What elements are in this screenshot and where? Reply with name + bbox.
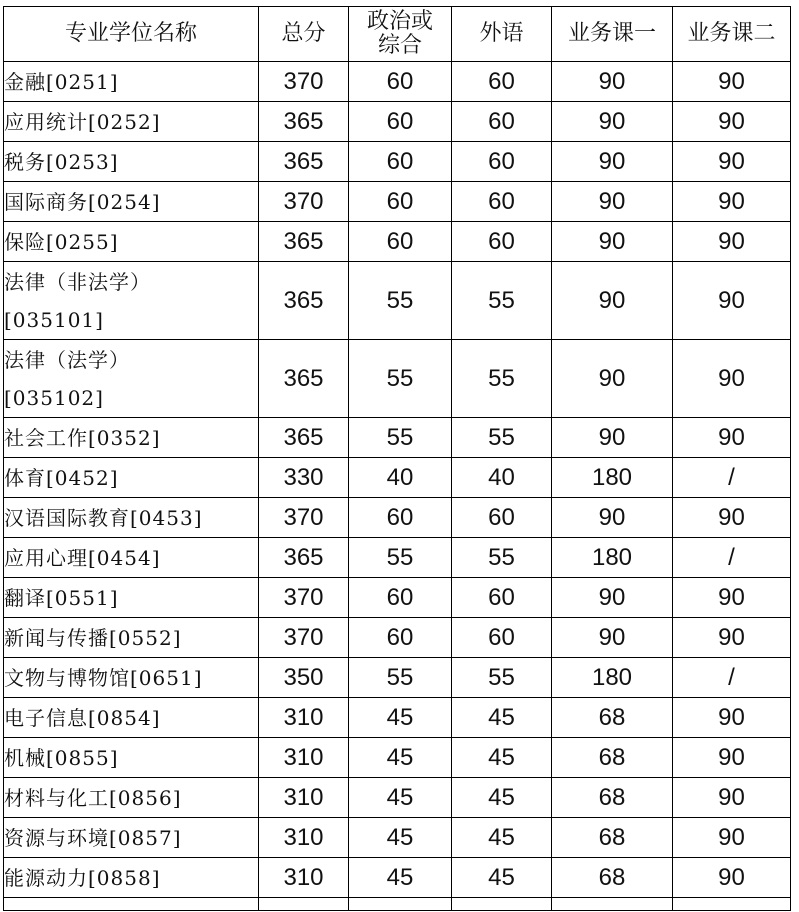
foreign-language-cell: 60 [452, 182, 552, 222]
cutoff-cell [349, 898, 452, 911]
header-foreign-language: 外语 [452, 7, 552, 62]
politics-cell: 60 [349, 142, 452, 182]
foreign-language-cell: 55 [452, 538, 552, 578]
program-name-line1: 法律（非法学） [4, 269, 151, 294]
politics-cell: 45 [349, 818, 452, 858]
politics-cell: 45 [349, 858, 452, 898]
foreign-language-cell: 40 [452, 458, 552, 498]
course-two-cell: 90 [673, 858, 791, 898]
program-name-cell: 社会工作[0352] [4, 418, 259, 458]
course-one-cell: 90 [552, 142, 673, 182]
course-two-cell: 90 [673, 340, 791, 418]
table-body [4, 62, 791, 911]
course-one-cell: 68 [552, 698, 673, 738]
course-two-cell: 90 [673, 738, 791, 778]
course-two-cell: 90 [673, 618, 791, 658]
header-course-one: 业务课一 [552, 7, 673, 62]
foreign-language-cell: 45 [452, 818, 552, 858]
course-one-cell: 90 [552, 418, 673, 458]
table-row [4, 858, 791, 898]
table-row [4, 418, 791, 458]
course-one-cell: 90 [552, 102, 673, 142]
course-one-cell: 180 [552, 538, 673, 578]
foreign-language-cell: 55 [452, 340, 552, 418]
header-politics [349, 7, 452, 62]
total-cell: 365 [259, 418, 349, 458]
total-cell: 350 [259, 658, 349, 698]
program-name-cell: 电子信息[0854] [4, 698, 259, 738]
table-row [4, 698, 791, 738]
program-name-cell: 文物与博物馆[0651] [4, 658, 259, 698]
table-row [4, 222, 791, 262]
politics-cell: 60 [349, 222, 452, 262]
program-name-cell: 能源动力[0858] [4, 858, 259, 898]
table-row [4, 778, 791, 818]
table-header-row [4, 7, 791, 62]
program-name-cell: 应用统计[0252] [4, 102, 259, 142]
program-name-cell [4, 340, 259, 418]
course-one-cell: 180 [552, 458, 673, 498]
course-two-cell: 90 [673, 102, 791, 142]
course-one-cell: 68 [552, 738, 673, 778]
course-one-cell: 90 [552, 222, 673, 262]
total-cell: 310 [259, 698, 349, 738]
program-name-line1: 法律（法学） [4, 347, 130, 372]
course-one-cell: 180 [552, 658, 673, 698]
course-two-cell: / [673, 658, 791, 698]
program-name-cell: 保险[0255] [4, 222, 259, 262]
program-name-cell: 材料与化工[0856] [4, 778, 259, 818]
program-name-cell: 应用心理[0454] [4, 538, 259, 578]
course-two-cell: / [673, 458, 791, 498]
program-name-cell: 体育[0452] [4, 458, 259, 498]
politics-cell: 60 [349, 182, 452, 222]
total-cell: 370 [259, 618, 349, 658]
foreign-language-cell: 60 [452, 498, 552, 538]
politics-cell: 45 [349, 778, 452, 818]
course-one-cell: 68 [552, 818, 673, 858]
foreign-language-cell: 45 [452, 738, 552, 778]
cutoff-cell [552, 898, 673, 911]
politics-cell: 60 [349, 578, 452, 618]
foreign-language-cell: 55 [452, 418, 552, 458]
program-name-cell: 税务[0253] [4, 142, 259, 182]
table-row [4, 142, 791, 182]
foreign-language-cell: 60 [452, 222, 552, 262]
politics-cell: 40 [349, 458, 452, 498]
table-row [4, 498, 791, 538]
total-cell: 370 [259, 182, 349, 222]
total-cell: 310 [259, 858, 349, 898]
foreign-language-cell: 60 [452, 102, 552, 142]
politics-cell: 60 [349, 498, 452, 538]
table-row [4, 658, 791, 698]
total-cell: 365 [259, 102, 349, 142]
foreign-language-cell: 55 [452, 658, 552, 698]
course-two-cell: 90 [673, 498, 791, 538]
foreign-language-cell: 60 [452, 142, 552, 182]
table-row [4, 458, 791, 498]
politics-cell: 45 [349, 698, 452, 738]
program-name-cell [4, 262, 259, 340]
course-two-cell: 90 [673, 418, 791, 458]
politics-cell: 55 [349, 262, 452, 340]
total-cell: 370 [259, 498, 349, 538]
program-name-cell: 国际商务[0254] [4, 182, 259, 222]
course-two-cell: 90 [673, 818, 791, 858]
header-politics-line2: 综合 [377, 33, 422, 58]
table-row [4, 818, 791, 858]
program-name-cell: 机械[0855] [4, 738, 259, 778]
table-row [4, 578, 791, 618]
course-one-cell: 90 [552, 498, 673, 538]
course-two-cell: / [673, 538, 791, 578]
program-name-cell: 金融[0251] [4, 62, 259, 102]
total-cell: 365 [259, 340, 349, 418]
total-cell: 365 [259, 142, 349, 182]
politics-cell: 55 [349, 658, 452, 698]
politics-cell: 60 [349, 618, 452, 658]
total-cell: 330 [259, 458, 349, 498]
course-one-cell: 90 [552, 262, 673, 340]
program-name-cell: 汉语国际教育[0453] [4, 498, 259, 538]
foreign-language-cell: 60 [452, 618, 552, 658]
course-two-cell: 90 [673, 698, 791, 738]
course-two-cell: 90 [673, 182, 791, 222]
course-two-cell: 90 [673, 142, 791, 182]
course-two-cell: 90 [673, 222, 791, 262]
politics-cell: 60 [349, 102, 452, 142]
foreign-language-cell: 60 [452, 62, 552, 102]
table-row [4, 262, 791, 340]
header-total: 总分 [259, 7, 349, 62]
table-row [4, 340, 791, 418]
course-one-cell: 68 [552, 858, 673, 898]
foreign-language-cell: 60 [452, 578, 552, 618]
course-one-cell: 68 [552, 778, 673, 818]
course-one-cell: 90 [552, 182, 673, 222]
politics-cell: 55 [349, 538, 452, 578]
course-one-cell: 90 [552, 618, 673, 658]
table-row [4, 102, 791, 142]
table-row [4, 738, 791, 778]
course-two-cell: 90 [673, 62, 791, 102]
total-cell: 365 [259, 262, 349, 340]
course-two-cell: 90 [673, 578, 791, 618]
total-cell: 370 [259, 578, 349, 618]
cutoff-cell [259, 898, 349, 911]
total-cell: 310 [259, 738, 349, 778]
table-row [4, 538, 791, 578]
total-cell: 365 [259, 538, 349, 578]
program-name-line2: [035102] [4, 385, 104, 410]
politics-cell: 55 [349, 340, 452, 418]
cutoff-cell [4, 898, 259, 911]
foreign-language-cell: 45 [452, 858, 552, 898]
table-row [4, 182, 791, 222]
foreign-language-cell: 55 [452, 262, 552, 340]
table-row-cutoff [4, 898, 791, 911]
table-row [4, 62, 791, 102]
course-two-cell: 90 [673, 778, 791, 818]
total-cell: 310 [259, 778, 349, 818]
politics-cell: 60 [349, 62, 452, 102]
header-politics-line1: 政治或 [366, 9, 433, 34]
score-table [3, 6, 791, 911]
total-cell: 370 [259, 62, 349, 102]
total-cell: 310 [259, 818, 349, 858]
course-one-cell: 90 [552, 578, 673, 618]
table-row [4, 618, 791, 658]
cutoff-cell [673, 898, 791, 911]
foreign-language-cell: 45 [452, 698, 552, 738]
program-name-cell: 新闻与传播[0552] [4, 618, 259, 658]
cutoff-cell [452, 898, 552, 911]
course-two-cell: 90 [673, 262, 791, 340]
total-cell: 365 [259, 222, 349, 262]
foreign-language-cell: 45 [452, 778, 552, 818]
course-one-cell: 90 [552, 340, 673, 418]
politics-cell: 55 [349, 418, 452, 458]
program-name-cell: 资源与环境[0857] [4, 818, 259, 858]
header-program-name: 专业学位名称 [4, 7, 259, 62]
program-name-line2: [035101] [4, 307, 104, 332]
course-one-cell: 90 [552, 62, 673, 102]
politics-cell: 45 [349, 738, 452, 778]
header-course-two: 业务课二 [673, 7, 791, 62]
program-name-cell: 翻译[0551] [4, 578, 259, 618]
